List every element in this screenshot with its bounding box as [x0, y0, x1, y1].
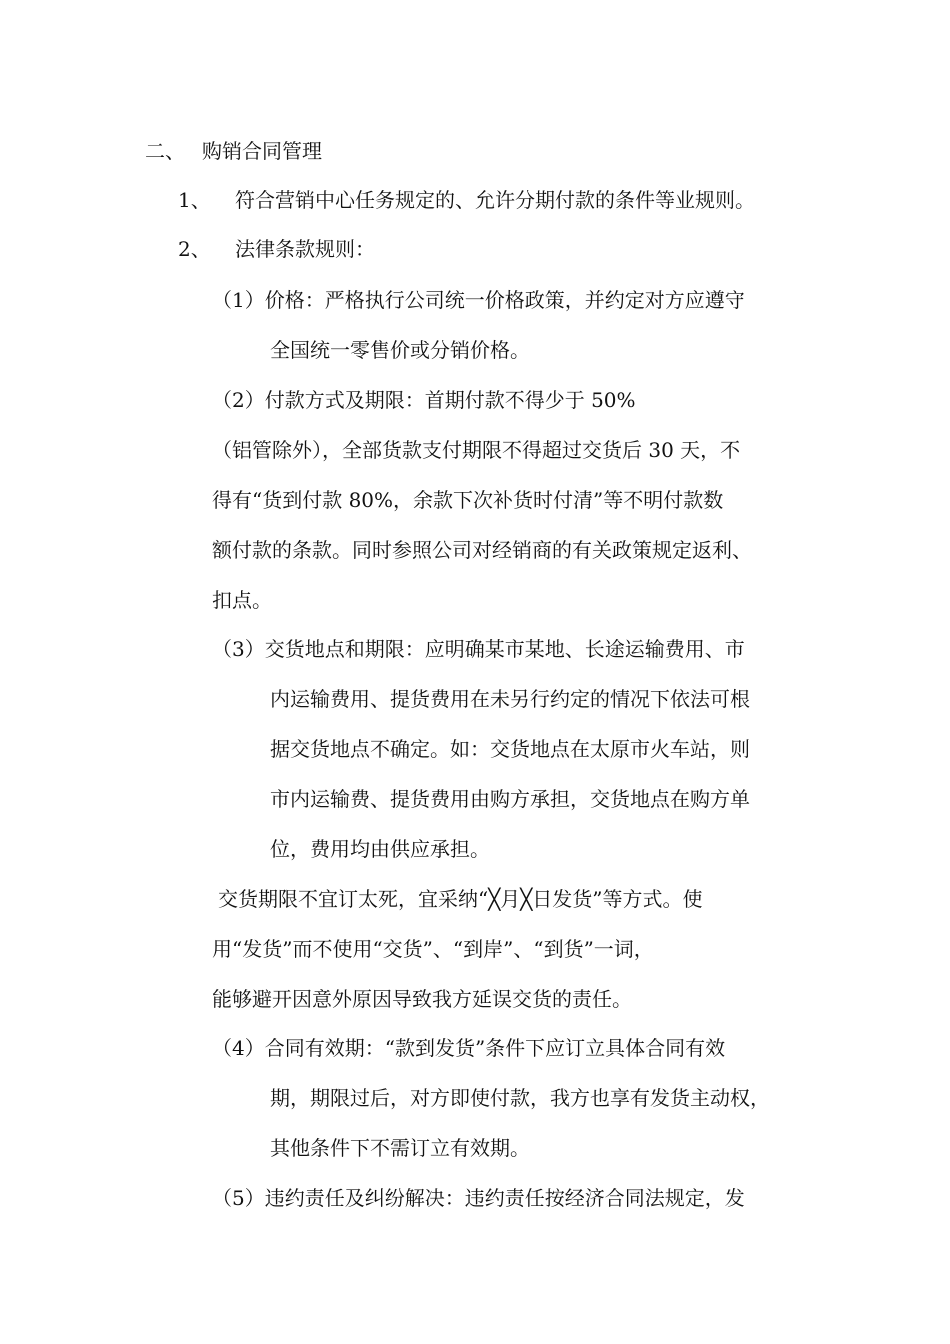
clause-3-line-5: 位，费用均由供应承担。 [270, 837, 490, 861]
clause-3-line-3: 据交货地点不确定。如：交货地点在太原市火车站，则 [270, 737, 750, 761]
clause-3-line-2: 内运输费用、提货费用在未另行约定的情况下依法可根 [270, 687, 750, 711]
clause-1-line-1: （1）价格：严格执行公司统一价格政策，并约定对方应遵守 [212, 288, 745, 312]
clause-2-line-3: 得有“货到付款 80%，余款下次补货时付清”等不明付款数 [212, 488, 724, 512]
clause-2-line-4: 额付款的条款。同时参照公司对经销商的有关政策规定返利、 [212, 538, 752, 562]
clause-2-line-2: （铝管除外），全部货款支付期限不得超过交货后 30 天，不 [212, 438, 741, 462]
clause-4-line-3: 其他条件下不需订立有效期。 [270, 1136, 530, 1160]
item-number-1: 1、 [178, 188, 211, 212]
item-text-2: 法律条款规则： [235, 237, 375, 261]
clause-2-line-5: 扣点。 [212, 588, 272, 612]
clause-1-line-2: 全国统一零售价或分销价格。 [270, 338, 530, 362]
clause-3-line-4: 市内运输费、提货费用由购方承担，交货地点在购方单 [270, 787, 750, 811]
section-number: 二、 [145, 139, 185, 163]
clause-5-line-1: （5）违约责任及纠纷解决：违约责任按经济合同法规定，发 [212, 1186, 745, 1210]
clause-3-note-3: 能够避开因意外原因导致我方延误交货的责任。 [212, 987, 632, 1011]
item-text-1: 符合营销中心任务规定的、允许分期付款的条件等业规则。 [235, 188, 755, 212]
clause-3-line-1: （3）交货地点和期限：应明确某市某地、长途运输费用、市 [212, 637, 745, 661]
clause-2-line-1: （2）付款方式及期限：首期付款不得少于 50% [212, 388, 636, 412]
section-title: 购销合同管理 [202, 139, 322, 163]
item-number-2: 2、 [178, 237, 211, 261]
clause-3-note-1: 交货期限不宜订太死，宜采纳“╳月╳日发货”等方式。使 [218, 887, 703, 911]
clause-3-note-2: 用“发货”而不使用“交货”、“到岸”、“到货”一词， [212, 937, 654, 961]
clause-4-line-2: 期，期限过后，对方即使付款，我方也享有发货主动权， [270, 1086, 770, 1110]
clause-4-line-1: （4）合同有效期：“款到发货”条件下应订立具体合同有效 [212, 1036, 726, 1060]
